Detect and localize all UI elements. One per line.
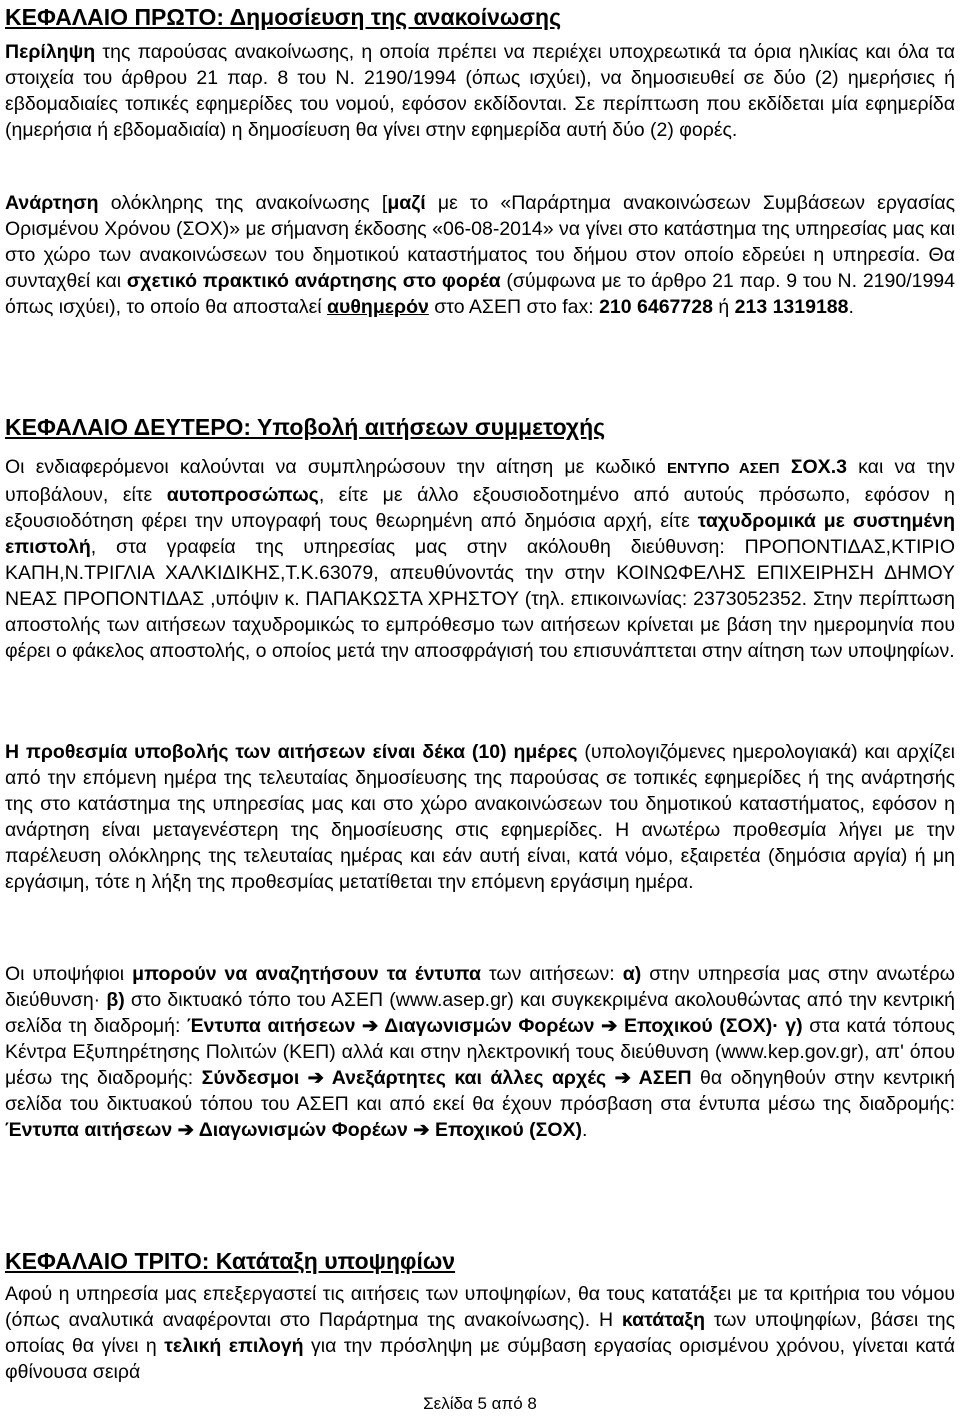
summary-label: Περίληψη	[5, 41, 96, 63]
chapter-2-paragraph-1: Οι ενδιαφερόμενοι καλούνται να συμπληρώσουν την αίτηση με κωδικό ΕΝΤΥΠΟ ΑΣΕΠ ΣΟΧ.3 και να την υποβάλουν, είτε αυτοπροσώπως, είτε με άλλο εξουσιοδοτημένο από αυτούς πρόσωπο, εφόσον η εξουσιοδότηση φέρει την υπογραφή τους θεωρημένη από δημόσια αρχή, είτε ταχυδρομικά με συστημένη επιστολή, στα γραφεία της υπηρεσίας μας στην ακόλουθη διεύθυνση: ΠΡΟΠΟΝΤΙΔΑΣ,ΚΤΙΡΙΟ ΚΑΠΗ,Ν.ΤΡΙΓΛΙΑ ΧΑΛΚΙΔΙΚΗΣ,Τ.Κ.63079, απευθύνοντάς την στην ΚΟΙΝΩΦΕΛΗΣ ΕΠΙΧΕΙΡΗΣΗ ΔΗΜΟΥ ΝΕΑΣ ΠΡΟΠΟΝΤΙΔΑΣ ,υπόψιν κ. ΠΑΠΑΚΩΣΤΑ ΧΡΗΣΤΟΥ (τηλ. επικοινωνίας: 2373052352. Στην περίπτωση αποστολής των αιτήσεων ταχυδρομικώς το εμπρόθεσμο των αιτήσεων κρίνεται με βάση την ημερομηνία που φέρει ο φάκελος αποστολής, ο οποίος μετά την αποσφράγισή του επισυνάπτεται στην αίτηση των υποψηφίων.	[5, 456, 955, 662]
chapter-3-title: ΚΕΦΑΛΑΙΟ ΤΡΙΤΟ: Κατάταξη υποψηφίων	[5, 1248, 456, 1274]
chapter-2-paragraph-3: Οι υποψήφιοι μπορούν να αναζητήσουν τα έντυπα των αιτήσεων: α) στην υπηρεσία μας στην ανωτέρω διεύθυνση· β) στο δικτυακό τόπο του ΑΣΕΠ (www.asep.gr) και συγκεκριμένα ακολουθώντας από την κεντρική σελίδα τη διαδρομή: Έντυπα αιτήσεων ➔ Διαγωνισμών Φορέων ➔ Εποχικού (ΣΟΧ)· γ) στα κατά τόπους Κέντρα Εξυπηρέτησης Πολιτών (ΚΕΠ) αλλά και στην ηλεκτρονική τους διεύθυνση (www.kep.gov.gr), απ' όπου μέσω της διαδρομής: Σύνδεσμοι ➔ Ανεξάρτητες και άλλες αρχές ➔ ΑΣΕΠ θα οδηγηθούν στην κεντρική σελίδα του δικτυακού τόπου του ΑΣΕΠ και από εκεί θα έχουν πρόσβαση στα έντυπα μέσω της διαδρομής: Έντυπα αιτήσεων ➔ Διαγωνισμών Φορέων ➔ Εποχικού (ΣΟΧ).	[5, 963, 955, 1141]
chapter-1-title: ΚΕΦΑΛΑΙΟ ΠΡΩΤΟ: Δημοσίευση της ανακοίνωσης	[5, 4, 562, 30]
chapter-2-paragraph-2: Η προθεσμία υποβολής των αιτήσεων είναι δέκα (10) ημέρες (υπολογιζόμενες ημερολογιακά) και αρχίζει από την επόμενη ημέρα της τελευταίας δημοσίευσης της παρούσας σε τοπικές εφημερίδες ή της ανάρτησής της στο κατάστημα της υπηρεσίας μας και στο χώρο ανακοινώσεων του δημοτικού καταστήματος, εφόσον η ανάρτηση είναι μεταγενέστερη της δημοσίευσης στις εφημερίδες. Η ανωτέρω προθεσμία λήγει με την παρέλευση ολόκληρης της τελευταίας ημέρας και εάν αυτή είναι, κατά νόμο, εξαιρετέα (δημόσια αργία) ή μη εργάσιμη, τότε η λήξη της προθεσμίας μετατίθεται την επόμενη εργάσιμη ημέρα.	[5, 741, 956, 893]
page-footer: Σελίδα 5 από 8	[423, 1394, 537, 1413]
chapter-3-paragraph-1: Αφού η υπηρεσία μας επεξεργαστεί τις αιτήσεις των υποψηφίων, θα τους κατατάξει με τα κριτήρια του νόμου (όπως αναλυτικά αναφέρονται στο Παράρτημα της ανακοίνωσης). Η κατάταξη των υποψηφίων, βάσει της οποίας θα γίνει η τελική επιλογή για την πρόσληψη με σύμβαση εργασίας ορισμένου χρόνου, γίνεται κατά φθίνουσα σειρά	[5, 1283, 955, 1383]
chapter-1-paragraph-1: Περίληψη της παρούσας ανακοίνωσης, η οποία πρέπει να περιέχει υποχρεωτικά τα όρια ηλικίας και όλα τα στοιχεία του άρθρου 21 παρ. 8 του Ν. 2190/1994 (όπως ισχύει), να δημοσιευθεί σε δύο (2) ημερήσιες ή εβδομαδιαίες τοπικές εφημερίδες του νομού, εφόσον εκδίδονται. Σε περίπτωση που εκδίδεται μία εφημερίδα (ημερήσια ή εβδομαδιαία) η δημοσίευση θα γίνει στην εφημερίδα αυτή δύο (2) φορές.	[5, 41, 955, 141]
chapter-2-title: ΚΕΦΑΛΑΙΟ ΔΕΥΤΕΡΟ: Υποβολή αιτήσεων συμμετοχής	[5, 414, 606, 440]
chapter-1-paragraph-2: Ανάρτηση ολόκληρης της ανακοίνωσης [μαζί με το «Παράρτημα ανακοινώσεων Συμβάσεων εργασίας Ορισμένου Χρόνου (ΣΟΧ)» με σήμανση έκδοσης «06-08-2014» να γίνει στο κατάστημα της υπηρεσίας μας και στο χώρο των ανακοινώσεων του δημοτικού καταστήματος του δήμου στον οποίο εδρεύει η υπηρεσία. Θα συνταχθεί και σχετικό πρακτικό ανάρτησης στο φορέα (σύμφωνα με το άρθρο 21 παρ. 9 του Ν. 2190/1994 όπως ισχύει), το οποίο θα αποσταλεί αυθημερόν στο ΑΣΕΠ στο fax: 210 6467728 ή 213 1319188.	[5, 192, 955, 318]
